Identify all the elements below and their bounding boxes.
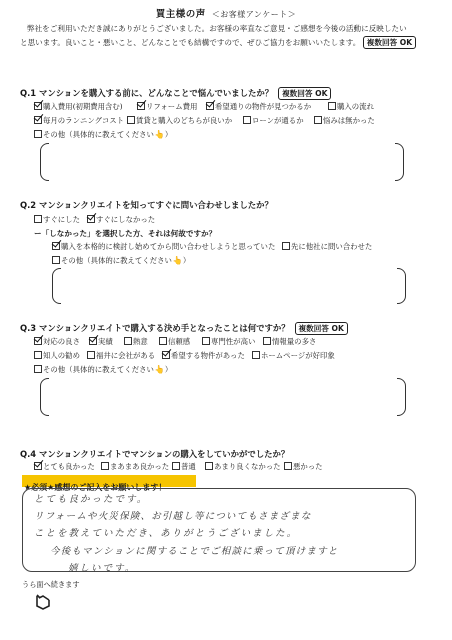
q3-option[interactable]: 対応の良さ — [34, 336, 84, 348]
q1-option[interactable]: 購入費用(初期費用含む) — [34, 101, 132, 113]
q3-option[interactable]: 知人の勧め — [34, 350, 82, 362]
checkbox[interactable] — [314, 116, 322, 124]
handwritten-line-4: 今後もマンションに関することでご相談に乗って頂けますと — [50, 546, 339, 557]
q2-option[interactable]: すぐにした — [34, 214, 82, 226]
q1-option[interactable]: ローンが通るか — [243, 115, 309, 127]
checkbox-checked[interactable] — [137, 102, 145, 110]
q3-option[interactable]: ホームページが好印象 — [252, 350, 335, 362]
q4-option[interactable]: あまり良くなかった — [205, 461, 279, 473]
q3-answer-area[interactable] — [40, 378, 406, 416]
handwritten-line-1: とても良かったです。 — [34, 494, 149, 505]
checkbox-checked[interactable] — [87, 215, 95, 223]
q3-option[interactable]: 実績 — [89, 336, 119, 348]
intro-line-1: 弊社をご利用いただき誠にありがとうございました。お客様の率直なご意見・ご感想を今後の活動に反映したい — [27, 24, 407, 33]
checkbox[interactable] — [34, 215, 42, 223]
checkbox[interactable] — [101, 462, 109, 470]
q3-multi-answer-badge: 複数回答 OK — [295, 322, 348, 335]
q2-other-option[interactable]: その他（具体的に教えてください👆） — [52, 255, 190, 267]
checkbox-checked[interactable] — [34, 102, 42, 110]
q1-option[interactable]: 毎月のランニングコスト — [34, 115, 122, 127]
q1-option[interactable]: 希望通りの物件が見つかるか — [206, 101, 323, 113]
q3-option[interactable]: 熱意 — [124, 336, 154, 348]
q2-heading — [20, 199, 273, 211]
required-comment-text: ★必須★感想のご記入をお願いします！ — [24, 483, 167, 492]
q3-label: Q.3 マンションクリエイトで購入する決め手となったことは何ですか？ — [20, 323, 290, 333]
q2-followup-option[interactable]: 購入を本格的に検討し始めてから問い合わせしようと思っていた — [52, 241, 277, 253]
handwritten-line-3: ことを教えていただき、ありがとうございました。 — [34, 528, 299, 539]
checkbox[interactable] — [159, 337, 167, 345]
q3-heading — [20, 322, 348, 335]
checkbox[interactable] — [328, 102, 336, 110]
q4-heading — [20, 448, 289, 460]
checkbox[interactable] — [127, 116, 135, 124]
q2-option[interactable]: すぐにしなかった — [87, 214, 155, 226]
intro-text — [20, 22, 436, 50]
pointing-hand-icon: 👆 — [172, 256, 183, 265]
page-title — [0, 6, 452, 20]
checkbox[interactable] — [87, 351, 95, 359]
q3-other-option[interactable]: その他（具体的に教えてください👆） — [34, 364, 172, 376]
q1-option[interactable]: 賃貸と購入のどちらが良いか — [127, 115, 238, 127]
checkbox[interactable] — [243, 116, 251, 124]
q3-option[interactable]: 情報量の多さ — [263, 336, 316, 348]
pointing-hand-icon: 👆 — [154, 365, 165, 374]
checkbox[interactable] — [263, 337, 271, 345]
intro-multi-answer-badge: 複数回答 OK — [363, 36, 416, 49]
q1-label: Q.1 マンションを購入する前に、どんなことで悩んでいましたか？ — [20, 88, 274, 98]
q1-option[interactable]: 購入の流れ — [328, 101, 374, 113]
q4-options-row — [34, 461, 328, 473]
required-comment-banner — [22, 475, 196, 492]
q2-label: Q.2 マンションクリエイトを知ってすぐに問い合わせしましたか？ — [20, 200, 273, 210]
q2-options-row — [34, 214, 160, 226]
q4-option[interactable]: 普通 — [172, 461, 200, 473]
intro-line-2: と思います。良いこと・悪いこと、どんなことでも結構ですので、ぜひご協力をお願いいたします。 — [20, 38, 361, 47]
q1-answer-area[interactable] — [40, 143, 404, 181]
q2-answer-area[interactable] — [52, 268, 406, 304]
checkbox[interactable] — [284, 462, 292, 470]
checkbox-checked[interactable] — [89, 337, 97, 345]
q4-option[interactable]: 悪かった — [284, 461, 323, 473]
checkbox[interactable] — [34, 351, 42, 359]
q3-option[interactable]: 信頼感 — [159, 336, 197, 348]
checkbox-checked[interactable] — [34, 337, 42, 345]
checkbox[interactable] — [34, 130, 42, 138]
checkbox[interactable] — [202, 337, 210, 345]
checkbox[interactable] — [52, 256, 60, 264]
q3-option[interactable]: 専門性が高い — [202, 336, 258, 348]
page-turn-arrow-icon — [34, 592, 52, 610]
q3-option[interactable]: 福井に会社がある — [87, 350, 157, 362]
pointing-hand-icon: 👆 — [154, 130, 165, 139]
checkbox[interactable] — [124, 337, 132, 345]
checkbox-checked[interactable] — [52, 242, 60, 250]
title-text: 買主様の声 — [155, 9, 206, 20]
q2-followup-options-row — [52, 241, 377, 253]
handwritten-line-2: リフォームや火災保険、お引越し等についてもさまざまな — [34, 511, 312, 522]
checkbox[interactable] — [172, 462, 180, 470]
handwritten-line-5: 嬉しいです。 — [68, 563, 137, 574]
checkbox-checked[interactable] — [162, 351, 170, 359]
q3-options-row-1 — [34, 336, 321, 348]
q4-label: Q.4 マンションクリエイトでマンションの購入をしていかがでしたか？ — [20, 449, 290, 459]
q2-followup-option[interactable]: 先に他社に問い合わせた — [282, 241, 372, 253]
q1-heading — [20, 87, 331, 100]
q2-followup-question: ー「しなかった」を選択した方、それは何故ですか？ — [34, 229, 217, 238]
q1-options-row-2 — [34, 115, 380, 127]
q4-option[interactable]: まあまあ良かった — [101, 461, 167, 473]
checkbox-checked[interactable] — [34, 116, 42, 124]
title-subtitle: ＜お客様アンケート＞ — [211, 10, 297, 19]
checkbox[interactable] — [252, 351, 260, 359]
checkbox[interactable] — [34, 365, 42, 373]
q1-options-row-1 — [34, 101, 379, 113]
continue-notice: うら面へ続きます — [22, 580, 80, 589]
q1-other-option[interactable]: その他（具体的に教えてください👆） — [34, 129, 172, 141]
checkbox[interactable] — [205, 462, 213, 470]
q1-option[interactable]: 悩みは無かった — [314, 115, 375, 127]
checkbox[interactable] — [282, 242, 290, 250]
q1-multi-answer-badge: 複数回答 OK — [278, 87, 331, 100]
q3-option[interactable]: 希望する物件があった — [162, 350, 247, 362]
checkbox-checked[interactable] — [34, 462, 42, 470]
q4-option[interactable]: とても良かった — [34, 461, 96, 473]
q3-options-row-2 — [34, 350, 340, 362]
checkbox-checked[interactable] — [206, 102, 214, 110]
q1-option[interactable]: リフォーム費用 — [137, 101, 201, 113]
